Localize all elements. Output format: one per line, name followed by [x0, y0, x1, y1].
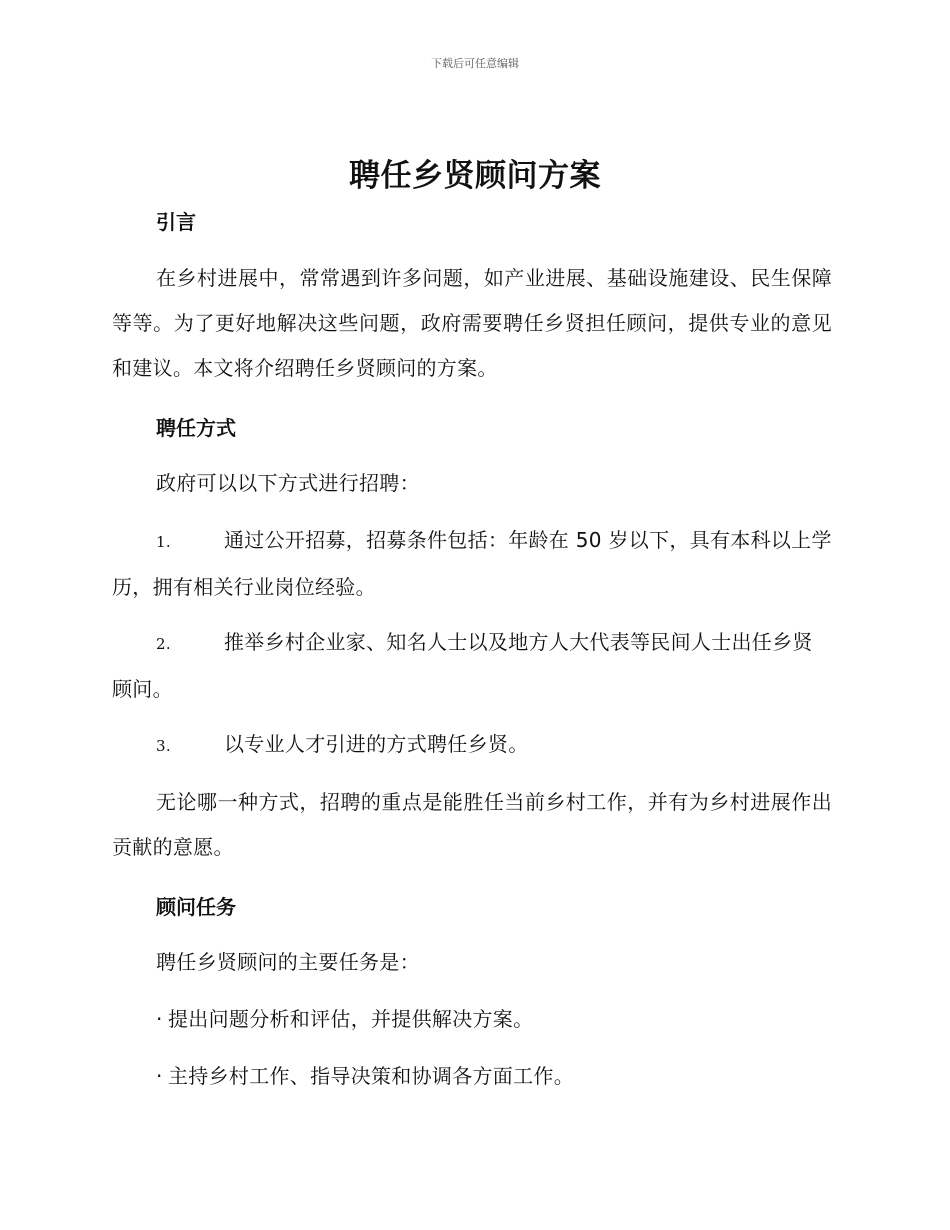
list-item-text: 推举乡村企业家、知名人士以及地方人大代表等民间人士出任乡贤顾问。	[112, 630, 813, 701]
intro-paragraph: 在乡村进展中，常常遇到许多问题，如产业进展、基础设施建设、民生保障等等。为了更好地解决这些问题，政府需要聘任乡贤担任顾问，提供专业的意见和建议。本文将介绍聘任乡贤顾问的方案。	[112, 266, 832, 380]
document-title: 聘任乡贤顾问方案	[349, 158, 601, 194]
bullet-list-item	[156, 1054, 832, 1099]
header-note: 下载后可任意编辑	[431, 57, 519, 70]
bullet-symbol: ·	[156, 1064, 163, 1088]
list-item-text: 通过公开招募，招募条件包括：年龄在 50 岁以下，具有本科以上学历，拥有相关行业岗位经验。	[112, 528, 832, 599]
method-closing-paragraph: 无论哪一种方式，招聘的重点是能胜任当前乡村工作，并有为乡村进展作出贡献的意愿。	[112, 790, 832, 859]
bullet-item-text: 提出问题分析和评估，并提供解决方案。	[168, 1007, 534, 1031]
section-heading-method: 聘任方式	[156, 416, 236, 440]
list-item-text: 以专业人才引进的方式聘任乡贤。	[224, 732, 529, 756]
list-item-number: 1.	[156, 533, 171, 551]
list-item	[112, 722, 832, 769]
bullet-symbol: ·	[156, 1007, 163, 1031]
bullet-list-item	[156, 997, 832, 1042]
list-item-number: 2.	[156, 635, 171, 653]
tasks-lead-paragraph: 聘任乡贤顾问的主要任务是：	[156, 950, 420, 974]
section-heading-intro: 引言	[156, 210, 196, 234]
method-lead-paragraph: 政府可以以下方式进行招聘：	[156, 471, 420, 495]
list-item	[112, 518, 832, 610]
list-item-number: 3.	[156, 737, 171, 755]
section-heading-tasks: 顾问任务	[156, 895, 236, 919]
list-item	[112, 620, 832, 712]
bullet-item-text: 主持乡村工作、指导决策和协调各方面工作。	[168, 1064, 574, 1088]
